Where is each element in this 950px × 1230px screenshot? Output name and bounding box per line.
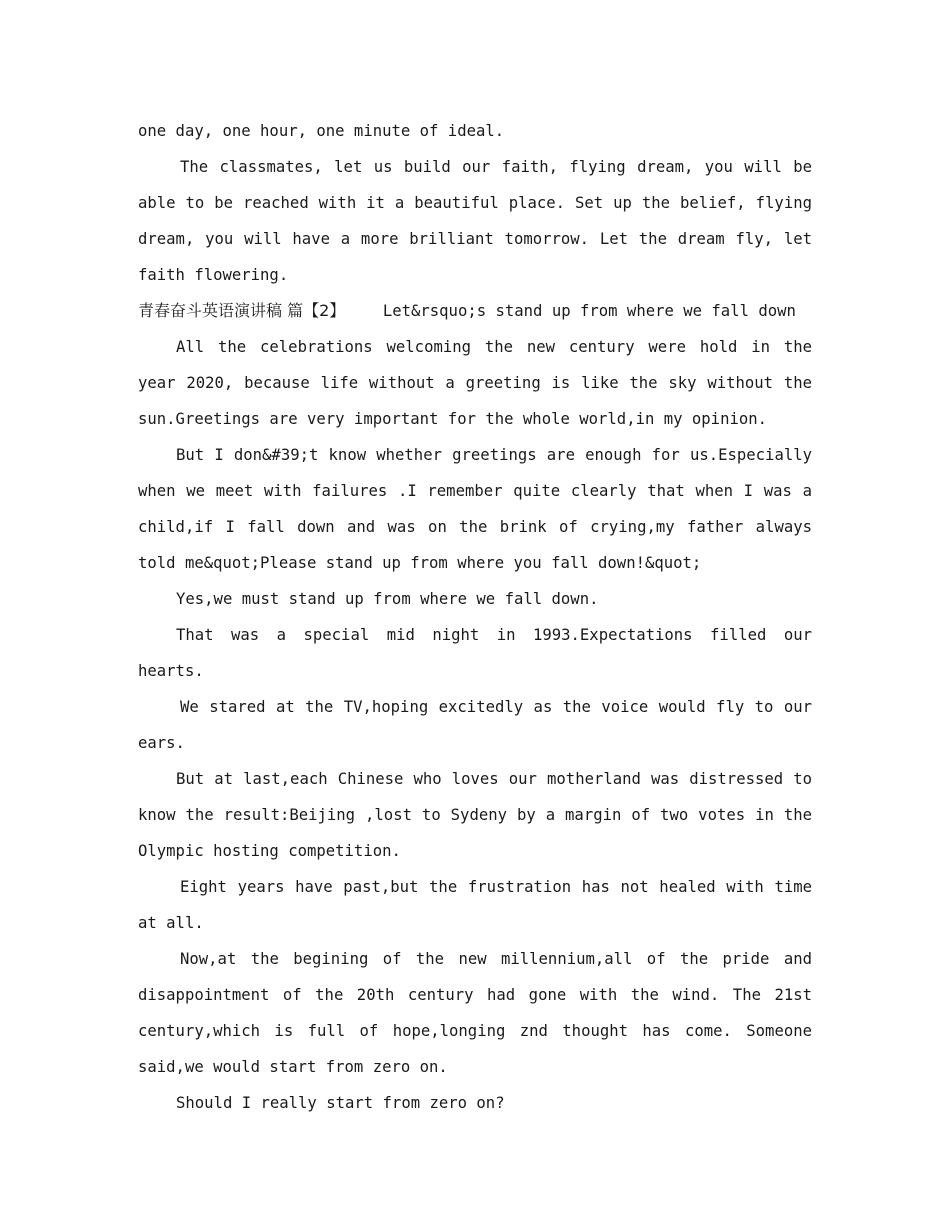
paragraph-10: Should I really start from zero on? [176,1094,505,1112]
section-heading-en: Let&rsquo;s stand up from where we fall down [345,302,796,320]
paragraph-5: That was a special mid night in 1993.Expectations filled our hearts. [138,626,812,680]
paragraph-9: Now,at the begining of the new millennium,all of the pride and disappointment of the 20th century had gone with the wind. The 21st century,which is full of hope,longing znd thought has come. Someone said,we would start from zero on. [138,950,812,1076]
document-body [138,113,812,1121]
paragraph-6: We stared at the TV,hoping excitedly as the voice would fly to our ears. [138,698,812,752]
paragraph-3: But I don&#39;t know whether greetings are enough for us.Especially when we meet with failures .I remember quite clearly that when I was a child,if I fall down and was on the brink of crying,my father always told me&quot;Please stand up from where you fall down!&quot; [138,446,812,572]
paragraph-1: The classmates, let us build our faith, flying dream, you will be able to be reached with it a beautiful place. Set up the belief, flying dream, you will have a more brilliant tomorrow. Let the dream fly, let faith flowering. [138,158,812,284]
paragraph-0: one day, one hour, one minute of ideal. [138,122,505,140]
paragraph-8: Eight years have past,but the frustration has not healed with time at all. [138,878,812,932]
section-heading-cjk: 青春奋斗英语演讲稿 篇【2】 [138,301,346,320]
paragraph-4: Yes,we must stand up from where we fall down. [176,590,599,608]
paragraph-7: But at last,each Chinese who loves our motherland was distressed to know the result:Beijing ,lost to Sydeny by a margin of two votes in the Olympic hosting competition. [138,770,812,860]
paragraph-2: All the celebrations welcoming the new century were hold in the year 2020, because life without a greeting is like the sky without the sun.Greetings are very important for the whole world,in my opinion. [138,338,812,428]
section-heading [138,293,812,329]
